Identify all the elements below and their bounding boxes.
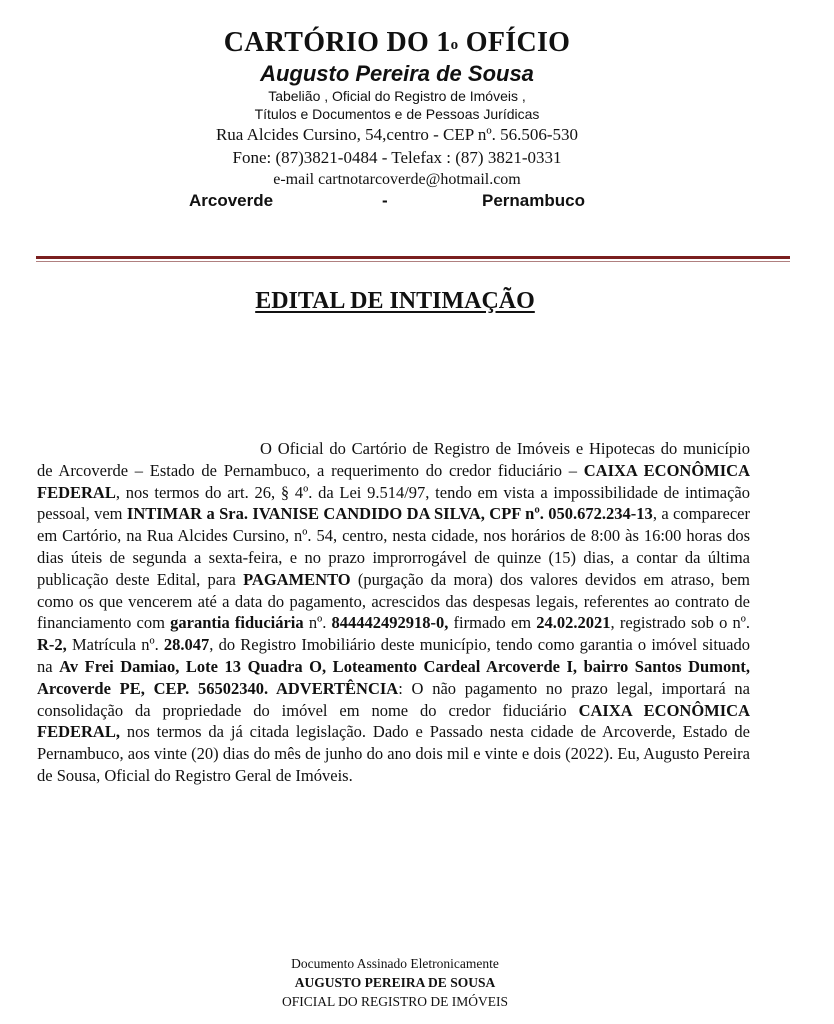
body-segment: , registrado sob o nº.: [610, 613, 751, 633]
body-segment: Matrícula nº.: [66, 635, 164, 655]
letterhead: [0, 26, 794, 212]
role-line-1: Tabelião , Oficial do Registro de Imóveis ,: [268, 88, 526, 104]
office-title-rest: OFÍCIO: [458, 27, 571, 58]
body-segment: , nos termos do art. 26, § 4º. da Lei 9.514/97, tendo em vista a impossibilidade de intimação pessoal, vem: [37, 482, 750, 524]
phone-line: Fone: (87)3821-0484 - Telefax : (87) 3821-0331: [232, 148, 562, 167]
city-name: Arcoverde: [189, 191, 274, 210]
office-title: [0, 26, 794, 60]
contract-date: 24.02.2021: [536, 613, 611, 633]
signatory-title: OFICIAL DO REGISTRO DE IMÓVEIS: [282, 994, 508, 1009]
city-separator: -: [382, 191, 388, 210]
body-segment: firmado em: [448, 613, 537, 633]
email-line: e-mail cartnotarcoverde@hotmail.com: [273, 171, 521, 188]
role-line-2: Títulos e Documentos e de Pessoas Jurídicas: [254, 106, 540, 122]
contract-number: 844442492918-0,: [331, 613, 449, 633]
debtor-identification: INTIMAR a Sra. IVANISE CANDIDO DA SILVA, CPF nº. 050.672.234-13: [126, 504, 653, 524]
body-segment: O Oficial do Cartório de Registro de Imóveis e Hipotecas do município de Arcoverde – Estado de Pernambuco, a requerimento do credor fiduciário –: [37, 439, 750, 480]
signature-block: [0, 954, 790, 1011]
header-divider-thick: [36, 256, 790, 259]
office-title-ordinal: o: [450, 37, 459, 53]
body-segment: , do Registro Imobiliário deste município, tendo como garantia o imóvel situado na: [37, 635, 750, 676]
document-title-text: EDITAL DE INTIMAÇÃO: [255, 288, 535, 314]
creditor-name: CAIXA ECONÔMICA FEDERAL,: [37, 700, 750, 742]
document-title: [0, 286, 790, 316]
payment-term: PAGAMENTO: [243, 569, 351, 589]
creditor-name: CAIXA ECONÔMICA FEDERAL: [37, 460, 750, 502]
state-name: Pernambuco: [482, 191, 585, 210]
header-divider-thin: [36, 261, 790, 262]
property-address: Av Frei Damiao, Lote 13 Quadra O, Loteamento Cardeal Arcoverde I, bairro Santos Dumont, Arcoverde PE, CEP. 56502340. ADVERTÊNCIA: [37, 656, 750, 698]
property-record-number: 28.047: [163, 635, 210, 655]
signatory-name: AUGUSTO PEREIRA DE SOUSA: [294, 975, 496, 990]
body-segment: nos termos da já citada legislação. Dado e Passado nesta cidade de Arcoverde, Estado de Pernambuco, aos vinte (20) dias do mês de junho do ano dois mil e vinte e dois (2022). Eu, Augusto Pereira de Sousa, Oficial do Registro Geral de Imóveis.: [37, 722, 750, 785]
notice-body: [37, 438, 750, 787]
city-state-row: [0, 190, 794, 212]
body-segment: nº.: [303, 613, 332, 633]
body-segment: , a comparecer em Cartório, na Rua Alcides Cursino, nº. 54, centro, nesta cidade, nos horários de 8:00 às 16:00 horas dos dias úteis de segunda a sexta-feira, e no prazo improrrogável de quinze (15) dias, a contar da última publicação deste Edital, para: [37, 504, 750, 589]
guarantee-term: garantia fiduciária: [170, 613, 304, 633]
notary-name: Augusto Pereira de Sousa: [260, 61, 534, 86]
signature-note: Documento Assinado Eletronicamente: [291, 956, 499, 971]
address-line: Rua Alcides Cursino, 54,centro - CEP nº. 56.506-530: [215, 125, 579, 144]
body-segment: (purgação da mora) dos valores devidos em atraso, bem como os que vencerem até a data do pagamento, acrescidos das despesas legais, referentes ao contrato de financiamento com: [37, 569, 750, 633]
office-title-main: CARTÓRIO DO 1: [223, 27, 451, 58]
body-segment: : O não pagamento no prazo legal, importará na consolidação da propriedade do imóvel em nome do credor fiduciário: [37, 678, 750, 720]
registration-number: R-2,: [37, 635, 67, 655]
